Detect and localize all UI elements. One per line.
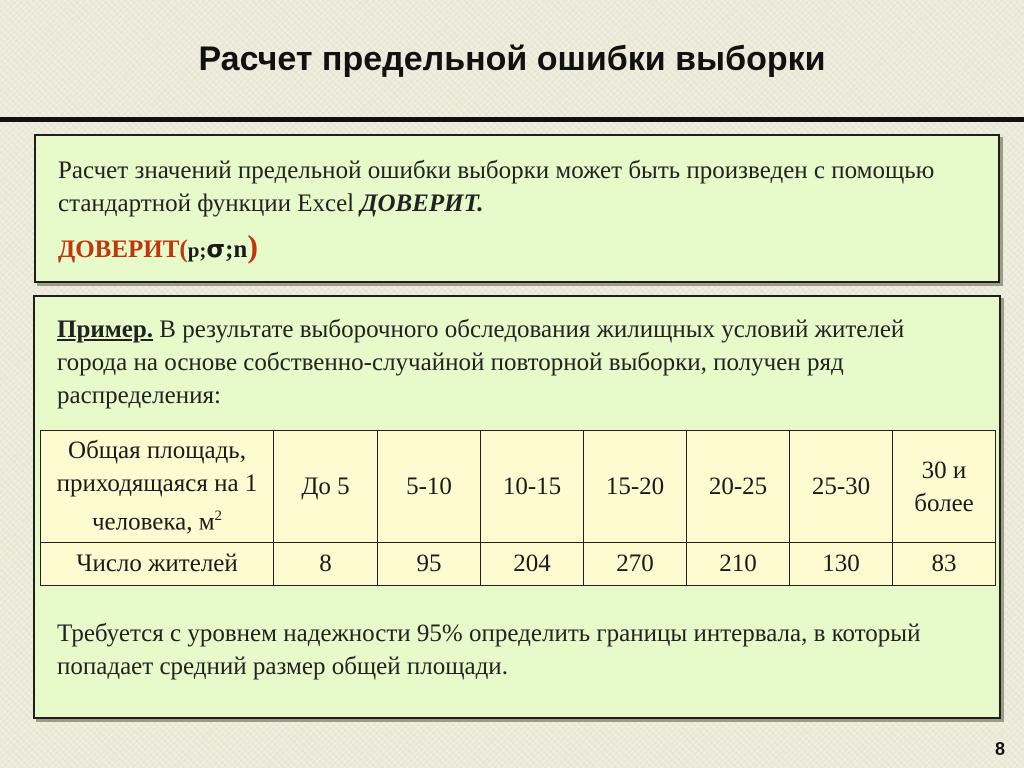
intro-paragraph xyxy=(58,154,978,220)
count-cell: 130 xyxy=(790,543,893,586)
example-text: В результате выборочного обследования жилищных условий жителей города на основе собственно-случайной повторной выборки, получен ряд распределения: xyxy=(57,316,905,409)
excel-function-box xyxy=(34,134,1000,283)
interval-cell: 10-15 xyxy=(481,431,584,543)
formula-name: ДОВЕРИТ( xyxy=(58,236,188,263)
interval-cell: До 5 xyxy=(274,431,378,543)
row-header-area-text: Общая площадь, приходящаяся на 1 человека, м xyxy=(56,437,258,536)
example-paragraph xyxy=(57,313,957,412)
slide-title: Расчет предельной ошибки выборки xyxy=(198,40,826,78)
table-row xyxy=(41,543,996,586)
count-cell: 8 xyxy=(274,543,378,586)
count-cell: 270 xyxy=(584,543,687,586)
interval-cell-text: 30 и более xyxy=(914,456,974,517)
row-header-area xyxy=(41,431,274,543)
interval-cell: 20-25 xyxy=(687,431,790,543)
row-header-count: Число жителей xyxy=(41,543,274,586)
title-divider xyxy=(0,117,1024,122)
function-formula xyxy=(58,228,258,265)
example-lead: Пример. xyxy=(57,316,154,343)
distribution-table xyxy=(40,430,996,586)
page-number: 8 xyxy=(995,739,1006,759)
table-row xyxy=(41,431,996,543)
formula-args: p; xyxy=(187,238,207,262)
count-cell: 204 xyxy=(481,543,584,586)
count-cell: 210 xyxy=(687,543,790,586)
intro-function-name: ДОВЕРИТ. xyxy=(360,190,484,217)
formula-close: ) xyxy=(247,228,258,264)
intro-text: Расчет значений предельной ошибки выборки может быть произведен с помощью стандартной функции Excel xyxy=(58,157,935,217)
interval-cell xyxy=(893,431,996,543)
count-cell: 83 xyxy=(893,543,996,586)
task-paragraph: Требуется с уровнем надежности 95% определить границы интервала, в который попадает средний размер общей площади. xyxy=(57,620,921,680)
formula-sigma: σ xyxy=(206,235,226,263)
interval-cell: 25-30 xyxy=(790,431,893,543)
row-header-area-sup: 2 xyxy=(214,508,223,525)
example-box xyxy=(33,295,1001,719)
interval-cell: 5-10 xyxy=(378,431,481,543)
formula-tail: ;n xyxy=(225,236,248,263)
count-cell: 95 xyxy=(378,543,481,586)
interval-cell: 15-20 xyxy=(584,431,687,543)
